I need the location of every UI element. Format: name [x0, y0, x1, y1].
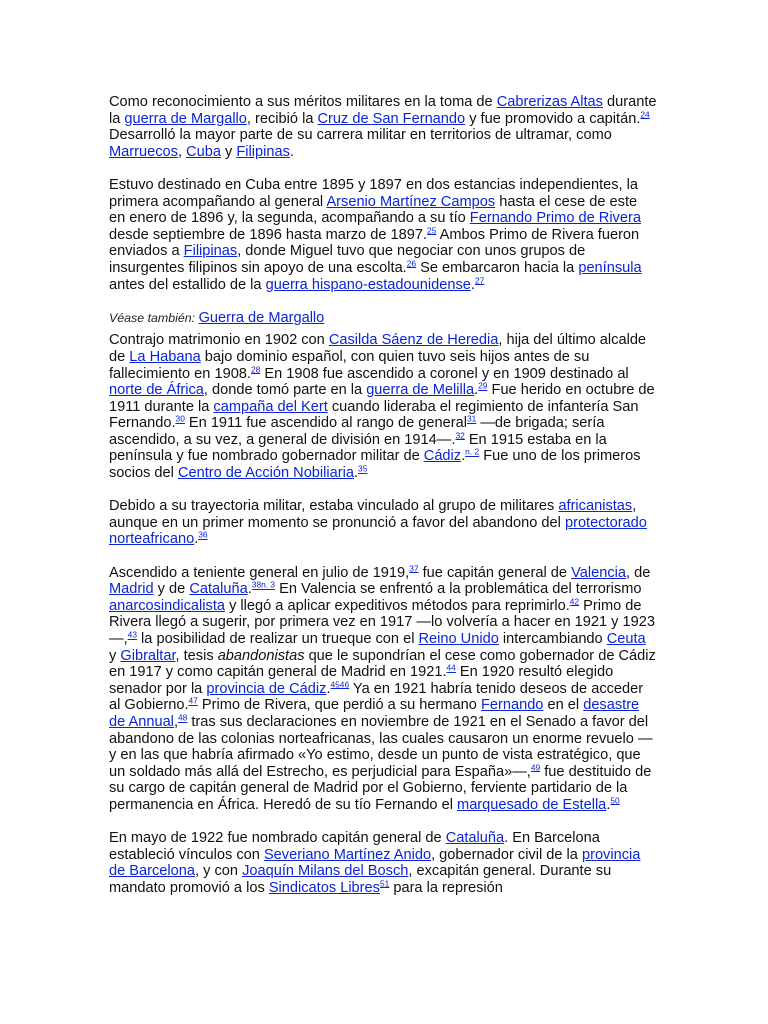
article-link[interactable]: provincia de Cádiz: [206, 680, 327, 697]
article-link[interactable]: marquesado de Estella: [457, 796, 607, 813]
article-link[interactable]: guerra hispano-estadounidense: [265, 276, 471, 293]
body-text: fue destituido de su cargo de capitán general de Madrid por el Gobierno, ferviente partidario de la permanencia en África. Heredó de su tío Fernando el: [109, 763, 652, 813]
body-text: intercambiando: [498, 631, 607, 647]
reference-superscript: [198, 530, 207, 540]
article-link[interactable]: campaña del Kert: [213, 398, 328, 415]
reference-link[interactable]: 30: [175, 413, 185, 424]
reference-link[interactable]: 25: [427, 225, 437, 236]
article-link[interactable]: Sindicatos Libres: [268, 879, 380, 896]
article-link[interactable]: Centro de Acción Nobiliaria: [177, 465, 354, 482]
article-link[interactable]: Madrid: [109, 581, 154, 598]
body-text: , y con: [195, 863, 243, 880]
reference-superscript: [640, 109, 649, 119]
body-text: Ascendido a teniente general en julio de 1919,: [109, 564, 410, 581]
reference-link[interactable]: 29: [478, 380, 488, 391]
reference-superscript: [128, 630, 137, 640]
body-text: Estuvo destinado en Cuba entre 1895 y 1897 en dos estancias independientes, la primera acompañando al general: [109, 176, 639, 210]
body-text: y de: [153, 581, 190, 598]
body-text: desde septiembre de 1896 hasta marzo de 1897.: [109, 226, 428, 243]
body-text: Se embarcaron hacia la: [416, 259, 579, 276]
reference-superscript: [176, 414, 185, 424]
body-text: .: [326, 680, 331, 697]
body-text: Ya en 1921 habría tenido deseos de acceder al Gobierno.: [109, 680, 644, 714]
article-link[interactable]: Reino Unido: [418, 631, 499, 647]
body-text: .: [474, 382, 479, 399]
reference-link[interactable]: 26: [406, 258, 417, 269]
body-text: . En Barcelona estableció vínculos con: [109, 830, 600, 863]
body-text: ,: [173, 713, 178, 730]
article-link[interactable]: península: [578, 259, 642, 276]
article-link[interactable]: Ceuta: [606, 631, 646, 647]
article-link[interactable]: Cabrerizas Altas: [496, 94, 603, 110]
body-text: , tesis: [175, 647, 218, 664]
paragraph-2: [109, 177, 657, 293]
reference-superscript: [455, 430, 464, 440]
reference-link[interactable]: n. 2: [465, 447, 480, 458]
paragraph-4: [109, 498, 657, 548]
article-link[interactable]: Marruecos: [109, 143, 178, 160]
article-link[interactable]: Fernando Primo de Rivera: [469, 210, 641, 227]
article-link[interactable]: africanistas: [558, 498, 633, 515]
body-text: En mayo de 1922 fue nombrado capitán general de: [109, 830, 446, 847]
article-link[interactable]: norte de África: [109, 382, 204, 399]
body-text: .: [194, 531, 199, 548]
body-text: .: [247, 581, 252, 598]
body-text: y fue promovido a capitán.: [465, 110, 641, 127]
reference-link[interactable]: 28: [250, 364, 261, 375]
reference-link[interactable]: 48: [178, 712, 188, 723]
body-text: .: [353, 465, 359, 482]
reference-link[interactable]: 49: [530, 762, 541, 773]
body-text: tras sus declaraciones en noviembre de 1921 en el Senado a favor del abandono de las colonias norteafricanas, las cuales causaron un enorme revuelo —y en las que habría afirmado «Yo estimo, desde un punto de vista estratégico, que un soldado más allá del Estrecho, es perjudicial para España»—,: [109, 713, 653, 780]
body-text: durante la: [109, 94, 657, 127]
see-also-label: Véase también:: [109, 310, 196, 325]
reference-link[interactable]: 51: [379, 878, 390, 889]
body-text: Fue uno de los primeros socios del: [109, 448, 641, 482]
reference-superscript: [465, 447, 479, 457]
reference-superscript: [447, 663, 456, 673]
reference-superscript: [252, 580, 275, 590]
reference-superscript: [189, 696, 198, 706]
body-text: , recibió la: [246, 110, 318, 127]
article-link[interactable]: Valencia: [571, 564, 626, 581]
body-text: .: [461, 448, 466, 465]
paragraph-5: [109, 565, 657, 814]
body-text: en el: [543, 697, 584, 714]
reference-link[interactable]: 47: [188, 695, 198, 706]
reference-superscript: [409, 563, 418, 573]
reference-superscript: [475, 275, 484, 285]
article-link[interactable]: Filipinas: [183, 243, 238, 260]
body-text: En 1908 fue ascendido a coronel y en 1909 destinado al: [260, 365, 629, 382]
article-link[interactable]: guerra de Melilla: [366, 382, 475, 399]
article-link[interactable]: anarcosindicalista: [109, 597, 226, 614]
body-text: Debido a su trayectoria militar, estaba vinculado al grupo de militares: [109, 498, 559, 515]
body-text: Desarrolló la mayor parte de su carrera militar en territorios de ultramar, como: [109, 127, 612, 144]
body-text: hasta el cese de este en enero de 1896 y, la segunda, acompañando a su tío: [109, 193, 638, 227]
reference-superscript: [407, 258, 416, 268]
reference-link[interactable]: 38n. 3: [251, 579, 276, 590]
article-link[interactable]: Fernando: [480, 697, 544, 714]
article-link[interactable]: Casilda Sáenz de Heredia: [328, 332, 499, 349]
reference-superscript: [531, 762, 540, 772]
reference-link[interactable]: 36: [198, 529, 208, 540]
article-link[interactable]: La Habana: [129, 348, 201, 365]
see-also-note: [109, 310, 657, 327]
article-link[interactable]: Severiano Martínez Anido: [263, 846, 432, 863]
reference-link[interactable]: 50: [610, 795, 620, 806]
body-text: Fue herido en octubre de 1911 durante la: [109, 382, 655, 415]
body-text: En 1915 estaba en la península y fue nombrado gobernador militar de: [109, 431, 607, 465]
article-link[interactable]: Gibraltar: [120, 647, 176, 664]
article-link[interactable]: Cuba: [186, 143, 221, 160]
article-link[interactable]: Cádiz: [423, 448, 462, 465]
article-link[interactable]: protectorado norteafricano: [109, 514, 647, 548]
article-body: [109, 94, 657, 913]
body-text: , gobernador civil de la: [431, 846, 582, 863]
reference-superscript: [380, 878, 389, 888]
body-text: , donde tomó parte en la: [203, 382, 367, 399]
body-text: , de: [626, 564, 651, 581]
body-text: —de brigada; sería ascendido, a su vez, a general de división en 1914—.: [109, 415, 605, 448]
reference-superscript: [251, 364, 260, 374]
reference-superscript: [178, 713, 187, 723]
body-text: antes del estallido de la: [109, 276, 266, 293]
paragraph-3: [109, 332, 657, 481]
body-text: En 1911 fue ascendido al rango de general: [184, 415, 467, 432]
reference-superscript: [427, 225, 436, 235]
article-link[interactable]: desastre de Annual: [109, 697, 640, 730]
body-text: y: [109, 647, 121, 664]
reference-link[interactable]: 4546: [330, 679, 350, 690]
body-text: y llegó a aplicar expeditivos métodos para reprimirlo.: [225, 597, 570, 614]
body-text: para la represión: [389, 879, 503, 896]
body-text: En 1920 resultó elegido senador por la: [109, 664, 614, 697]
reference-link[interactable]: 42: [569, 596, 580, 607]
reference-link[interactable]: 44: [446, 662, 456, 673]
body-text: bajo dominio español, con quien tuvo seis hijos antes de su fallecimiento en 1908.: [109, 348, 590, 382]
body-text: En Valencia se enfrentó a la problemática del terrorismo: [275, 581, 642, 598]
emphasis-text: abandonistas: [217, 647, 305, 664]
article-link[interactable]: Cruz de San Fernando: [317, 110, 466, 127]
reference-link[interactable]: 31: [466, 413, 477, 424]
body-text: que le supondrían el cese como gobernador de Cádiz en 1917 y como capitán general de Madrid en 1921.: [109, 647, 656, 681]
body-text: , donde Miguel tuvo que negociar con unos grupos de insurgentes filipinos sin apoyo de una escolta.: [109, 243, 586, 276]
article-link[interactable]: Cataluña: [445, 830, 505, 847]
reference-superscript: [467, 414, 476, 424]
article-link[interactable]: Filipinas: [236, 143, 290, 160]
reference-link[interactable]: 27: [474, 275, 485, 286]
article-link[interactable]: Joaquín Milans del Bosch: [242, 863, 409, 880]
reference-superscript: [570, 596, 579, 606]
paragraph-6: [109, 830, 657, 896]
body-text: y: [220, 143, 237, 160]
body-text: , aunque en un primer momento se pronunció a favor del abandono del: [109, 498, 637, 531]
body-text: Primo de Rivera, que perdió a su hermano: [197, 697, 481, 714]
article-link[interactable]: Cataluña: [189, 581, 248, 598]
reference-link[interactable]: 24: [640, 109, 650, 120]
body-text: Ambos Primo de Rivera fueron enviados a: [109, 226, 640, 260]
article-link[interactable]: provincia de Barcelona: [109, 846, 641, 880]
reference-superscript: [330, 679, 349, 689]
article-link[interactable]: Arsenio Martínez Campos: [326, 193, 496, 210]
body-text: la posibilidad de realizar un trueque con el: [136, 631, 419, 647]
body-text: Contrajo matrimonio en 1902 con: [109, 332, 329, 349]
paragraph-1: [109, 94, 657, 160]
body-text: fue capitán general de: [418, 564, 572, 581]
body-text: .: [606, 796, 611, 813]
body-text: Primo de Rivera llegó a sugerir, por primera vez en 1917 —lo volvería a hacer en 1921 y 1923—,: [109, 597, 655, 647]
reference-superscript: [358, 464, 367, 474]
body-text: .: [470, 276, 475, 293]
reference-superscript: [610, 795, 619, 805]
reference-link[interactable]: 37: [409, 563, 419, 574]
body-text: , hija del último alcalde de: [109, 332, 647, 365]
body-text: .: [289, 143, 294, 160]
reference-link[interactable]: 43: [127, 629, 137, 640]
reference-link[interactable]: 32: [455, 430, 465, 441]
body-text: , excapitán general. Durante su mandato promovió a los: [109, 863, 612, 896]
reference-link[interactable]: 35: [358, 463, 368, 474]
see-also-link[interactable]: Guerra de Margallo: [198, 309, 325, 326]
body-text: ,: [177, 143, 187, 160]
body-text: Como reconocimiento a sus méritos militares en la toma de: [109, 94, 497, 110]
article-link[interactable]: guerra de Margallo: [124, 110, 247, 127]
body-text: cuando lideraba el regimiento de infantería San Fernando.: [109, 398, 639, 432]
